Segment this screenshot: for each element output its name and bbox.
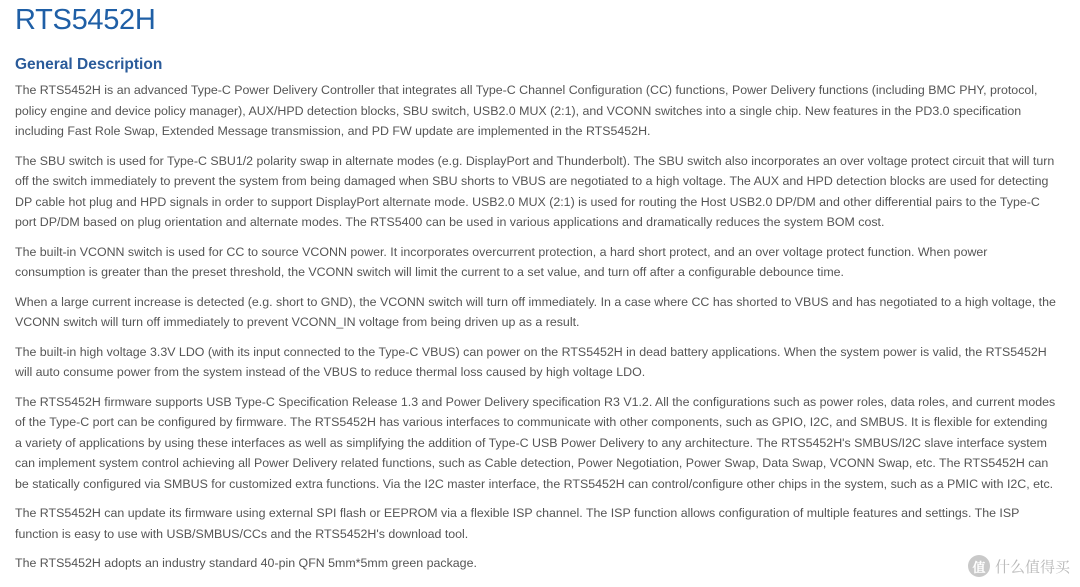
watermark-badge-icon: 值 bbox=[968, 555, 990, 577]
paragraph: The RTS5452H firmware supports USB Type-C Specification Release 1.3 and Power Delivery specification R3 V1.2. All the configurations such as power roles, data roles, and current modes of the Type-C port can be configured by firmware. The RTS5452H has various interfaces to communicate with other components, such as GPIO, I2C, and SMBUS. It is flexible for extending a variety of applications by using these interfaces as well as simplifying the addition of Type-C USB Power Delivery to any architecture. The RTS5452H's SMBUS/I2C slave interface system can implement system control achieving all Power Delivery related functions, such as Cable detection, Power Negotiation, Power Swap, Data Swap, VCONN Swap, etc. The RTS5452H can be statically configured via SMBUS for customized extra functions. Via the I2C master interface, the RTS5452H can control/configure other chips in the system, such as a PMIC with I2C, etc. bbox=[15, 394, 1056, 491]
paragraph: The RTS5452H is an advanced Type-C Power Delivery Controller that integrates all Type-C Channel Configuration (CC) functions, Power Delivery functions (including BMC PHY, protocol, policy engine and device policy manager), AUX/HPD detection blocks, SBU switch, USB2.0 MUX (2:1), and VCONN switches into a single chip. New features in the PD3.0 specification including Fast Role Swap, Extended Message transmission, and PD FW update are implemented in the RTS5452H. bbox=[15, 83, 1038, 138]
paragraph: The RTS5452H adopts an industry standard 40-pin QFN 5mm*5mm green package. bbox=[15, 556, 477, 570]
paragraph: The RTS5452H can update its firmware using external SPI flash or EEPROM via a flexible ISP channel. The ISP function allows configuration of multiple features and settings. The ISP function is easy to use with USB/SMBUS/CCs and the RTS5452H's download tool. bbox=[15, 506, 1020, 541]
section-heading: General Description bbox=[15, 56, 163, 73]
paragraph: When a large current increase is detected (e.g. short to GND), the VCONN switch will turn off immediately. In a case where CC has shorted to VBUS and has negotiated to a high voltage, the VCONN switch will turn off immediately to prevent VCONN_IN voltage from being driven up as a result. bbox=[15, 294, 1056, 329]
watermark bbox=[968, 554, 1070, 578]
description-body bbox=[15, 80, 1057, 583]
page-title: RTS5452H bbox=[15, 4, 156, 36]
paragraph: The SBU switch is used for Type-C SBU1/2 polarity swap in alternate modes (e.g. DisplayPort and Thunderbolt). The SBU switch also incorporates an over voltage protect circuit that will turn off the switch immediately to prevent the system from being damaged when SBU shorts to VBUS are negotiated to a high voltage. The AUX and HPD detection blocks are used for detecting DP cable hot plug and HPD signals in order to support DisplayPort alternate mode. USB2.0 MUX (2:1) is used for routing the Host USB2.0 DP/DM and other differential pairs to the Type-C port DP/DM based on plug orientation and alternate modes. The RTS5400 can be used in various applications and dramatically reduces the system BOM cost. bbox=[15, 153, 1055, 229]
paragraph: The built-in high voltage 3.3V LDO (with its input connected to the Type-C VBUS) can power on the RTS5452H in dead battery applications. When the system power is valid, the RTS5452H will auto consume power from the system instead of the VBUS to reduce thermal loss caused by high voltage LDO. bbox=[15, 344, 1047, 379]
watermark-text: 什么值得买 bbox=[994, 558, 1070, 576]
paragraph: The built-in VCONN switch is used for CC to source VCONN power. It incorporates overcurrent protection, a hard short protect, and an over voltage protect function. When power consumption is greater than the preset threshold, the VCONN switch will limit the current to a set value, and turn off after a configurable debounce time. bbox=[15, 244, 988, 279]
